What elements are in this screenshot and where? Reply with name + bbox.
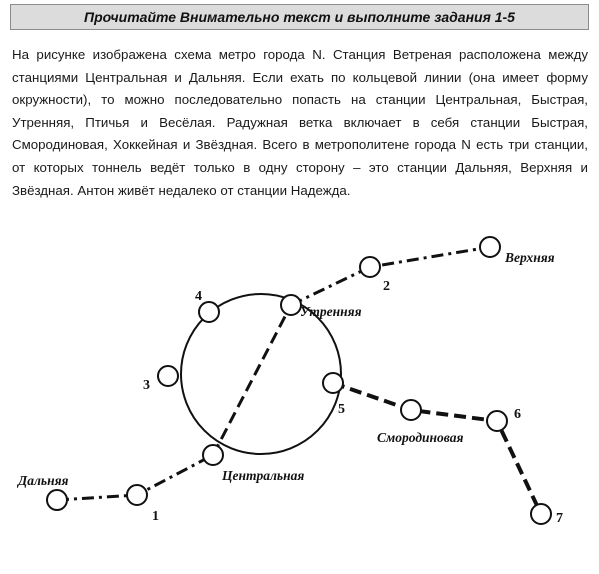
task-title: Прочитайте Внимательно текст и выполните задания 1-5 xyxy=(84,9,515,25)
label-number-3: 3 xyxy=(143,378,150,393)
line-utrennyaya-verkhnyaya xyxy=(291,247,490,305)
label-utrennyaya: Утренняя xyxy=(300,304,362,319)
station-6 xyxy=(487,411,507,431)
label-number-2: 2 xyxy=(383,279,390,294)
label-verkhnyaya: Верхняя xyxy=(505,250,555,265)
station-4 xyxy=(199,302,219,322)
line-tsentralnaya-utrennyaya xyxy=(213,305,291,455)
task-text: На рисунке изображена схема метро города N. Станция Ветреная расположена между станциями Центральная и Дальняя. Если ехать по кольцевой линии (она имеет форму окружности), то можно последовательно попасть на станции Центральная, Быстрая, Утренняя, Птичья и Весёлая. Радужная ветка включает в себя станции Быстрая, Смородиновая, Хоккейная и Звёздная. Всего в метрополитене города N есть три станции, от которых тоннель ведёт только в одну сторону – это станции Дальняя, Верхняя и Звёздная. Антон живёт недалеко от станции Надежда. xyxy=(12,47,588,198)
station-tsentralnaya xyxy=(203,445,223,465)
station-smorodinovaya xyxy=(401,400,421,420)
station-utrennyaya xyxy=(281,295,301,315)
station-verkhnyaya xyxy=(480,237,500,257)
station-5 xyxy=(323,373,343,393)
label-tsentralnaya: Центральная xyxy=(222,468,305,483)
line-raduzhnaya xyxy=(333,383,541,514)
label-number-1: 1 xyxy=(152,509,159,524)
label-smorodinovaya: Смородиновая xyxy=(377,430,464,445)
label-number-6: 6 xyxy=(514,407,521,422)
station-2 xyxy=(360,257,380,277)
label-number-4: 4 xyxy=(195,289,202,304)
label-number-7: 7 xyxy=(556,511,563,526)
station-3 xyxy=(158,366,178,386)
station-7 xyxy=(531,504,551,524)
label-dalnyaya: Дальняя xyxy=(18,473,69,488)
station-1 xyxy=(127,485,147,505)
label-number-5: 5 xyxy=(338,402,345,417)
station-dalnyaya xyxy=(47,490,67,510)
